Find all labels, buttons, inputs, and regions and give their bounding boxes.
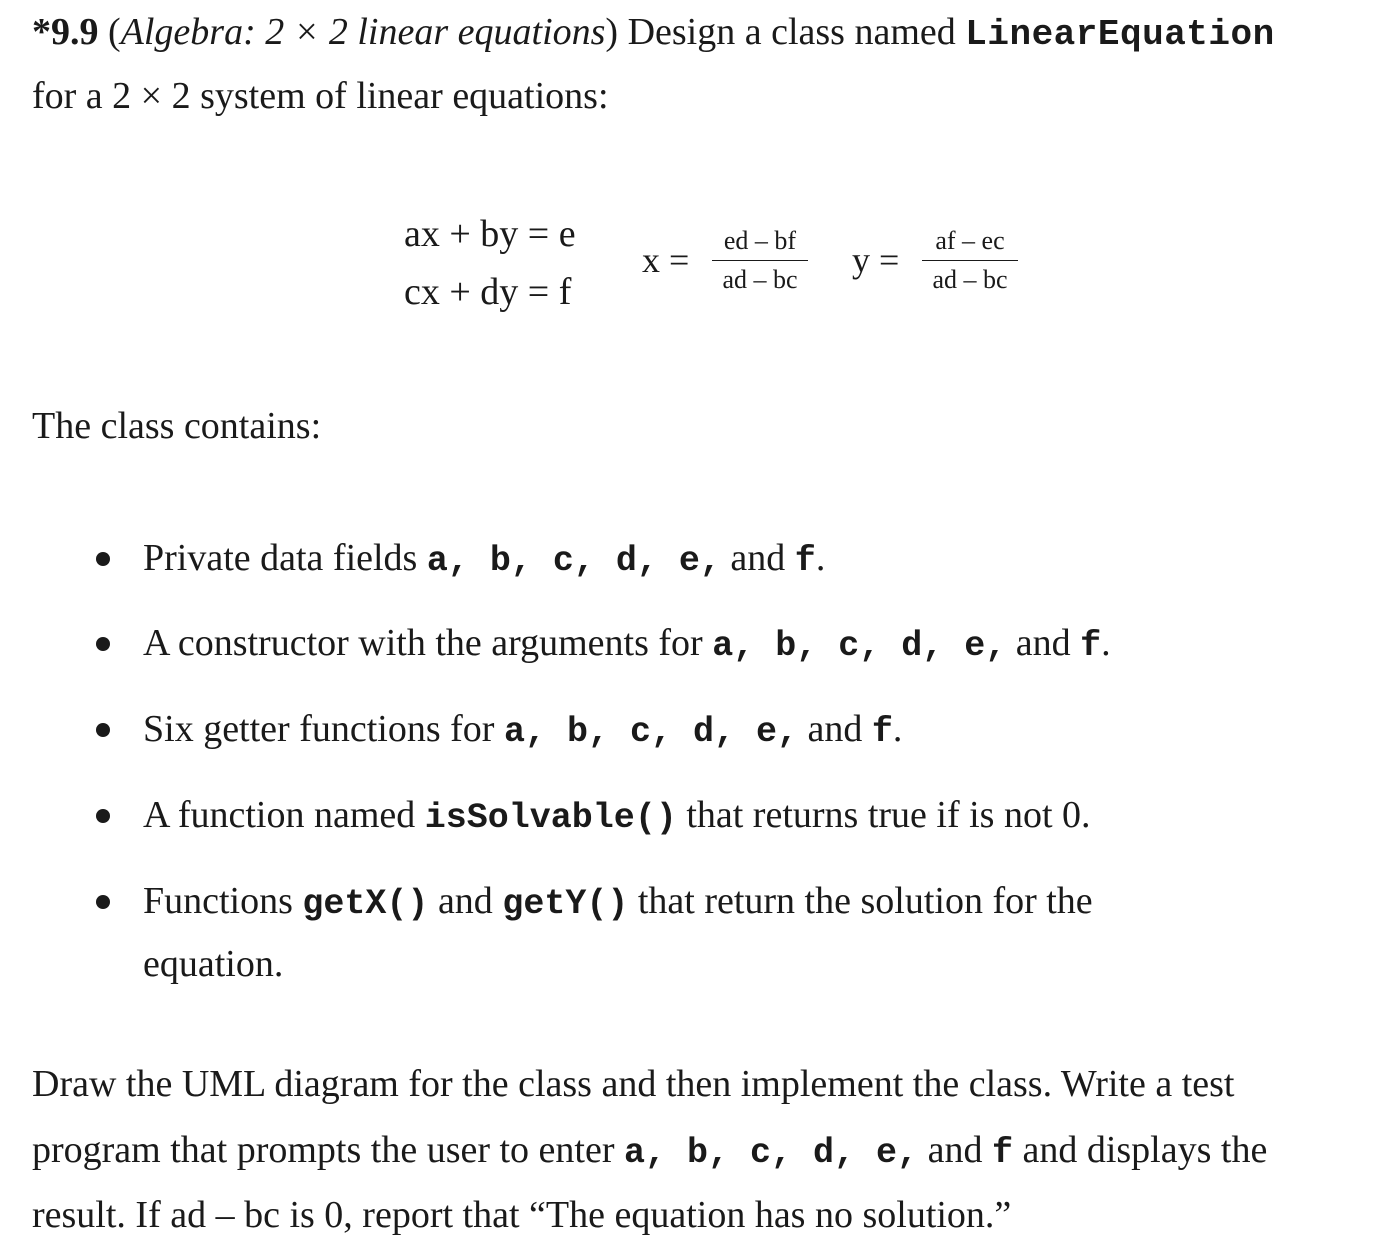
x-solution-fraction [712, 226, 808, 295]
paragraph-line-2: program that prompts the user to enter a, b, c, d, e, and f and displays the [32, 1129, 1268, 1173]
paragraph-line-1: Draw the UML diagram for the class and then implement the class. Write a test [32, 1063, 1235, 1105]
equation-2: cx + dy = f [404, 271, 572, 313]
y-solution-fraction [922, 226, 1018, 295]
exercise-title [32, 10, 1275, 57]
list-item-text: Six getter functions for a, b, c, d, e, and f. [143, 708, 903, 752]
bullet-icon [96, 895, 110, 909]
x-denominator: ad – bc [722, 265, 798, 294]
list-item-text: A function named isSolvable() that returns true if is not 0. [143, 794, 1091, 838]
code-text: a, b, c, d, e, [624, 1133, 919, 1173]
code-text: a, b, c, d, e, [503, 712, 798, 752]
bullet-icon [96, 552, 110, 566]
y-solution-lhs: y = [852, 240, 900, 280]
code-text: f [991, 1133, 1013, 1173]
code-text: isSolvable() [424, 798, 677, 838]
x-solution-lhs: x = [642, 240, 690, 280]
list-item-continuation: equation. [143, 943, 284, 985]
y-fraction-bar [922, 260, 1018, 261]
list-item-text: Private data fields a, b, c, d, e, and f. [143, 537, 826, 581]
list-item-text: Functions getX() and getY() that return the solution for the [143, 880, 1093, 924]
code-text: getY() [502, 884, 629, 924]
class-contains-label: The class contains: [32, 405, 322, 447]
bullet-icon [96, 809, 110, 823]
bullet-icon [96, 637, 110, 651]
title-design-text: Design a class named [618, 11, 966, 53]
code-text: f [794, 541, 816, 581]
bullet-icon [96, 723, 110, 737]
code-text: f [871, 712, 893, 752]
equation-1: ax + by = e [404, 213, 576, 255]
title-close-paren: ) [605, 11, 619, 53]
exercise-title-line2: for a 2 × 2 system of linear equations: [32, 75, 609, 117]
code-text: a, b, c, d, e, [426, 541, 721, 581]
title-open-paren: ( [98, 11, 121, 53]
exercise-topic: Algebra: 2 × 2 linear equations [120, 11, 606, 53]
code-text: f [1080, 626, 1102, 666]
class-name: LinearEquation [965, 14, 1275, 55]
code-text: getX() [302, 884, 429, 924]
paragraph-line-3: result. If ad – bc is 0, report that “The equation has no solution.” [32, 1194, 1012, 1236]
list-item-text: A constructor with the arguments for a, b, c, d, e, and f. [143, 622, 1111, 666]
exercise-number: *9.9 [32, 11, 99, 53]
x-numerator: ed – bf [723, 226, 797, 255]
x-fraction-bar [712, 260, 808, 261]
y-denominator: ad – bc [932, 265, 1008, 294]
y-numerator: af – ec [935, 226, 1005, 255]
code-text: a, b, c, d, e, [712, 626, 1007, 666]
